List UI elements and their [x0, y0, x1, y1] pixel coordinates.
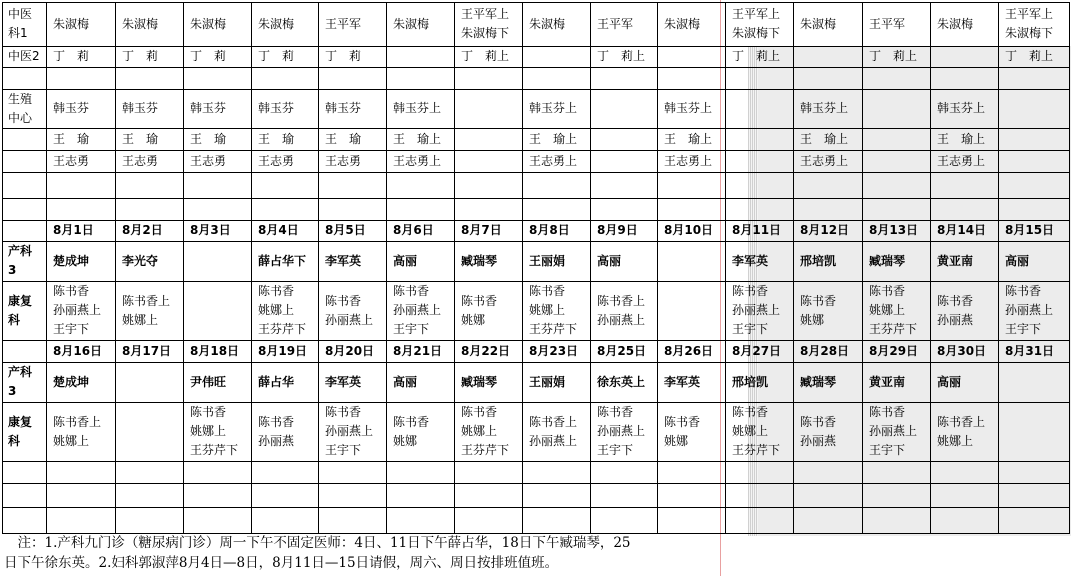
chanke-cell: 徐东英上: [597, 374, 646, 389]
kangfu-cell: [937, 413, 985, 451]
kangfu-cell: [393, 413, 429, 451]
kangfu-cell-line: 姚娜上: [937, 433, 974, 448]
date-cell: 8月12日: [800, 223, 850, 237]
label-kangfu-2-line: 康复: [8, 414, 33, 429]
kangfu-cell: [664, 413, 700, 451]
kangfu-cell-line: 姚娜: [461, 312, 486, 327]
shengzhi-cell: 王志勇: [122, 153, 159, 168]
grid-row-line: [2, 362, 1069, 363]
date-cell: 8月7日: [461, 223, 502, 237]
kangfu-cell-line: 孙丽燕上: [869, 424, 918, 438]
grid-col-line: [590, 2, 591, 534]
date-cell: 8月15日: [1005, 223, 1055, 237]
shengzhi-cell: 王志勇: [258, 153, 295, 168]
kangfu-cell-line: 陈书香上: [53, 414, 102, 429]
shengzhi-cell: 王志勇上: [664, 153, 713, 168]
kangfu-cell: [529, 413, 577, 451]
kangfu-cell-line: 王芬芹下: [732, 443, 781, 457]
kangfu-cell-line: 孙丽燕上: [597, 424, 646, 438]
zhongyi1-cell-line: 朱淑梅下: [461, 26, 510, 40]
grid-col-line: [725, 2, 726, 534]
label-chanke-2-line: 3: [8, 384, 17, 398]
date-cell: 8月26日: [664, 343, 714, 358]
kangfu-cell-line: 孙丽燕上: [53, 303, 102, 317]
zhongyi1-cell: [869, 15, 905, 34]
date-cell: 8月29日: [869, 343, 919, 358]
zhongyi2-cell: 丁 莉: [325, 49, 362, 63]
zhongyi1-cell-line: 王平军: [325, 16, 362, 31]
chanke-cell: 李光夺: [122, 253, 159, 268]
kangfu-cell-line: 姚娜: [393, 433, 418, 448]
chanke-cell: 李军英: [664, 374, 701, 389]
date-cell: 8月2日: [122, 223, 163, 237]
zhongyi1-cell-line: 朱淑梅: [393, 16, 430, 31]
kangfu-cell: [869, 282, 917, 339]
grid-col-line: [522, 2, 523, 534]
zhongyi2-cell: 丁 莉: [258, 49, 295, 63]
shengzhi-cell: 韩玉芬: [53, 101, 90, 115]
chanke-cell: 黄亚南: [869, 374, 906, 389]
kangfu-cell: [1005, 282, 1053, 339]
shengzhi-cell: 韩玉芬: [258, 101, 295, 115]
kangfu-cell: [53, 413, 101, 451]
zhongyi1-cell: [122, 15, 158, 34]
grid-col-line: [657, 2, 658, 534]
date-cell: 8月19日: [258, 343, 308, 358]
chanke-cell: 黄亚南: [937, 253, 974, 268]
kangfu-cell-line: 王芬芹下: [190, 443, 239, 457]
kangfu-cell: [461, 292, 497, 330]
zhongyi1-cell-line: 朱淑梅: [529, 16, 566, 31]
kangfu-cell-line: 陈书香: [869, 284, 906, 298]
zhongyi1-cell: [1005, 5, 1053, 43]
kangfu-cell: [190, 403, 238, 460]
shengzhi-cell: 王志勇上: [800, 153, 849, 168]
kangfu-cell-line: 陈书香上: [122, 293, 171, 308]
chanke-cell: 李军英: [732, 253, 769, 268]
date-cell: 8月28日: [800, 343, 850, 358]
kangfu-cell-line: 陈书香: [732, 284, 769, 298]
date-cell: 8月17日: [122, 343, 172, 358]
shengzhi-cell: 王志勇上: [393, 153, 442, 168]
shengzhi-cell: 王志勇: [325, 153, 362, 168]
kangfu-cell-line: 陈书香: [258, 414, 295, 429]
zhongyi1-cell-line: 朱淑梅: [664, 16, 701, 31]
shengzhi-cell: 王 瑜: [190, 131, 227, 146]
kangfu-cell-line: 陈书香: [800, 293, 837, 308]
chanke-cell: 尹伟旺: [190, 374, 227, 389]
kangfu-cell: [732, 403, 780, 460]
kangfu-cell-line: 陈书香: [937, 293, 974, 308]
zhongyi2-cell: 丁 莉上: [1005, 49, 1054, 63]
label-chanke-2: [8, 363, 32, 401]
date-cell: 8月27日: [732, 343, 782, 358]
shengzhi-cell: 韩玉芬上: [529, 101, 578, 115]
kangfu-cell-line: 陈书香: [732, 405, 769, 419]
grid-row-line: [2, 198, 1069, 199]
kangfu-cell-line: 姚娜: [800, 312, 825, 327]
label-kangfu-1-line: 科: [8, 312, 21, 327]
chanke-cell: 李军英: [325, 374, 362, 389]
label-chanke-1-line: 3: [8, 263, 17, 277]
kangfu-cell: [597, 403, 645, 460]
label-kangfu-1: [8, 292, 32, 330]
zhongyi1-cell: [258, 15, 294, 34]
chanke-cell: 臧瑞琴: [869, 253, 906, 268]
date-cell: 8月10日: [664, 223, 714, 237]
label-shengzhi-line: 中心: [8, 110, 33, 125]
shengzhi-cell: 王 瑜上: [393, 131, 442, 146]
zhongyi1-cell: [393, 15, 429, 34]
grid-col-line: [115, 2, 116, 534]
zhongyi1-cell: [597, 15, 633, 34]
kangfu-cell-line: 陈书香: [869, 405, 906, 419]
kangfu-cell: [597, 292, 645, 330]
shengzhi-cell: 韩玉芬: [190, 101, 227, 115]
grid-row-line: [2, 67, 1069, 68]
kangfu-cell-line: 陈书香: [529, 284, 566, 298]
grid-col-line: [251, 2, 252, 534]
kangfu-cell-line: 陈书香: [461, 293, 498, 308]
chanke-cell: 王丽娟: [529, 374, 566, 389]
zhongyi1-cell-line: 王平军: [597, 16, 634, 31]
kangfu-cell: [258, 282, 306, 339]
kangfu-cell: [325, 292, 373, 330]
grid-row-line: [2, 461, 1069, 462]
shengzhi-cell: 王志勇: [190, 153, 227, 168]
grid-row-line: [2, 2, 1069, 3]
grid-col-line: [386, 2, 387, 534]
kangfu-cell-line: 陈书香: [1005, 284, 1042, 298]
grid-col-line: [2, 2, 3, 534]
kangfu-cell-line: 陈书香上: [937, 414, 986, 429]
zhongyi1-cell-line: 朱淑梅: [800, 16, 837, 31]
date-cell: 8月1日: [53, 223, 94, 237]
kangfu-cell-line: 陈书香: [664, 414, 701, 429]
grid-col-line: [793, 2, 794, 534]
kangfu-cell-line: 王宇下: [732, 322, 769, 336]
shengzhi-cell: 王 瑜: [53, 131, 90, 146]
chanke-cell: 高丽: [1005, 253, 1030, 268]
kangfu-cell-line: 陈书香上: [597, 293, 646, 308]
label-chanke-1-line: 产科: [8, 244, 33, 258]
kangfu-cell-line: 陈书香: [393, 284, 430, 298]
kangfu-cell: [869, 403, 917, 460]
kangfu-cell-line: 陈书香: [258, 284, 295, 298]
kangfu-cell-line: 王宇下: [869, 443, 906, 457]
grid-col-line: [930, 2, 931, 534]
kangfu-cell-line: 王芬芹下: [529, 322, 578, 336]
zhongyi1-cell-line: 朱淑梅: [190, 16, 227, 31]
zhongyi1-cell-line: 王平军上: [461, 7, 510, 21]
zhongyi1-cell-line: 朱淑梅: [122, 16, 159, 31]
chanke-cell: 王丽娟: [529, 253, 566, 268]
kangfu-cell-line: 孙丽燕上: [597, 312, 646, 327]
kangfu-cell-line: 陈书香: [393, 414, 430, 429]
kangfu-cell-line: 姚娜上: [732, 424, 769, 438]
zhongyi2-cell: 丁 莉: [122, 49, 159, 63]
shengzhi-cell: 韩玉芬上: [937, 101, 986, 115]
shengzhi-cell: 韩玉芬: [325, 101, 362, 115]
label-zhongyi1: [8, 5, 32, 43]
footnote-line-2: 日下午徐东英。2.妇科郭淑萍8月4日—8日，8月11日—15日请假，周六、周日按排班值班。: [4, 555, 559, 571]
kangfu-cell-line: 姚娜上: [258, 303, 295, 317]
kangfu-cell: [800, 292, 836, 330]
zhongyi2-cell: 丁 莉上: [597, 49, 646, 63]
kangfu-cell: [393, 282, 441, 339]
date-cell: 8月6日: [393, 223, 434, 237]
date-cell: 8月21日: [393, 343, 443, 358]
zhongyi1-cell: [800, 15, 836, 34]
zhongyi1-cell-line: 朱淑梅下: [732, 26, 781, 40]
grid-col-line: [998, 2, 999, 534]
date-cell: 8月18日: [190, 343, 240, 358]
chanke-cell: 薛占华: [258, 374, 295, 389]
kangfu-cell-line: 王宇下: [393, 322, 430, 336]
kangfu-cell-line: 孙丽燕上: [325, 312, 374, 327]
chanke-cell: 薛占华下: [258, 253, 307, 268]
kangfu-cell-line: 陈书香: [597, 405, 634, 419]
grid-row-line: [2, 89, 1069, 90]
shengzhi-cell: 韩玉芬上: [393, 101, 442, 115]
shengzhi-cell: 韩玉芬上: [800, 101, 849, 115]
date-cell: 8月9日: [597, 223, 638, 237]
kangfu-cell-line: 王芬芹下: [258, 322, 307, 336]
zhongyi2-cell: 丁 莉: [190, 49, 227, 63]
zhongyi2-cell: 丁 莉上: [869, 49, 918, 63]
chanke-cell: 高丽: [393, 374, 418, 389]
date-cell: 8月20日: [325, 343, 375, 358]
label-kangfu-2: [8, 413, 32, 451]
zhongyi1-cell: [664, 15, 700, 34]
grid-col-line: [862, 2, 863, 534]
chanke-cell: 邢培凯: [732, 374, 769, 389]
kangfu-cell-line: 王芬芹下: [461, 443, 510, 457]
zhongyi1-cell-line: 王平军上: [1005, 7, 1054, 21]
kangfu-cell-line: 孙丽燕: [258, 433, 295, 448]
shengzhi-cell: 韩玉芬: [122, 101, 159, 115]
kangfu-cell-line: 孙丽燕上: [325, 424, 374, 438]
grid-col-line: [318, 2, 319, 534]
zhongyi1-cell-line: 朱淑梅下: [1005, 26, 1054, 40]
zhongyi1-cell: [937, 15, 973, 34]
zhongyi2-cell: 丁 莉上: [732, 49, 781, 63]
label-kangfu-1-line: 康复: [8, 293, 33, 308]
kangfu-cell: [529, 282, 577, 339]
shengzhi-cell: 王 瑜: [258, 131, 295, 146]
zhongyi1-cell-line: 朱淑梅: [53, 16, 90, 31]
kangfu-cell-line: 孙丽燕上: [732, 303, 781, 317]
kangfu-cell: [325, 403, 373, 460]
label-chanke-2-line: 产科: [8, 365, 33, 379]
kangfu-cell-line: 孙丽燕上: [529, 433, 578, 448]
chanke-cell: 高丽: [393, 253, 418, 268]
kangfu-cell-line: 姚娜上: [529, 303, 566, 317]
label-shengzhi: [8, 90, 32, 128]
kangfu-cell: [122, 292, 170, 330]
grid-col-line: [46, 2, 47, 534]
chanke-cell: 臧瑞琴: [800, 374, 837, 389]
date-cell: 8月22日: [461, 343, 511, 358]
chanke-cell: 高丽: [597, 253, 622, 268]
kangfu-cell-line: 孙丽燕: [937, 312, 974, 327]
kangfu-cell-line: 孙丽燕上: [393, 303, 442, 317]
kangfu-cell-line: 王宇下: [53, 322, 90, 336]
footnote-line-1: 注：1.产科九门诊（糖尿病门诊）周一下午不固定医师：4日、11日下午薛占华，18日下午臧瑞琴，25: [4, 535, 631, 551]
kangfu-cell-line: 姚娜上: [122, 312, 159, 327]
label-chanke-1: [8, 242, 32, 280]
kangfu-cell-line: 姚娜上: [190, 424, 227, 438]
zhongyi1-cell-line: 王平军上: [732, 7, 781, 21]
shengzhi-cell: 王 瑜上: [664, 131, 713, 146]
kangfu-cell-line: 陈书香: [461, 405, 498, 419]
date-cell: 8月30日: [937, 343, 987, 358]
shengzhi-cell: 王志勇上: [529, 153, 578, 168]
kangfu-cell-line: 陈书香: [53, 284, 90, 298]
shengzhi-cell: 王 瑜上: [529, 131, 578, 146]
kangfu-cell-line: 姚娜上: [53, 433, 90, 448]
footnote: [4, 533, 744, 573]
chanke-cell: 楚成坤: [53, 374, 90, 389]
date-cell: 8月5日: [325, 223, 366, 237]
kangfu-cell: [937, 292, 973, 330]
kangfu-cell-line: 姚娜上: [461, 424, 498, 438]
kangfu-cell-line: 陈书香: [325, 293, 362, 308]
date-cell: 8月4日: [258, 223, 299, 237]
zhongyi1-cell-line: 朱淑梅: [258, 16, 295, 31]
label-shengzhi-line: 生殖: [8, 91, 33, 106]
grid-col-line: [1069, 2, 1070, 534]
kangfu-cell-line: 孙丽燕: [800, 433, 837, 448]
shengzhi-cell: 王志勇: [53, 153, 90, 168]
date-cell: 8月13日: [869, 223, 919, 237]
shengzhi-cell: 王 瑜: [122, 131, 159, 146]
label-zhongyi1-line: 科1: [8, 26, 28, 40]
zhongyi1-cell: [190, 15, 226, 34]
kangfu-cell-line: 姚娜: [664, 433, 689, 448]
kangfu-cell: [53, 282, 101, 339]
zhongyi1-cell: [53, 15, 89, 34]
date-cell: 8月25日: [597, 343, 647, 358]
zhongyi1-cell: [325, 15, 361, 34]
date-cell: 8月8日: [529, 223, 570, 237]
chanke-cell: 臧瑞琴: [461, 374, 498, 389]
zhongyi1-cell-line: 朱淑梅: [937, 16, 974, 31]
chanke-cell: 臧瑞琴: [461, 253, 498, 268]
kangfu-cell: [461, 403, 509, 460]
label-zhongyi2: [8, 47, 40, 66]
shengzhi-cell: 王志勇上: [937, 153, 986, 168]
kangfu-cell-line: 姚娜上: [869, 303, 906, 317]
grid-col-line: [454, 2, 455, 534]
kangfu-cell-line: 陈书香上: [529, 414, 578, 429]
kangfu-cell-line: 陈书香: [800, 414, 837, 429]
grid-row-line: [2, 241, 1069, 242]
kangfu-cell-line: 王宇下: [597, 443, 634, 457]
zhongyi2-cell: 丁 莉上: [461, 49, 510, 63]
chanke-cell: 邢培凯: [800, 253, 837, 268]
date-cell: 8月31日: [1005, 343, 1055, 358]
shengzhi-cell: 王 瑜: [325, 131, 362, 146]
kangfu-cell-line: 孙丽燕上: [1005, 303, 1054, 317]
zhongyi1-cell: [732, 5, 780, 43]
kangfu-cell-line: 王宇下: [1005, 322, 1042, 336]
date-cell: 8月23日: [529, 343, 579, 358]
grid-col-line: [183, 2, 184, 534]
zhongyi2-cell: 丁 莉: [53, 49, 90, 63]
label-zhongyi2-line: 中医2: [8, 49, 40, 63]
grid-row-line: [2, 507, 1069, 508]
grid-row-line: [2, 483, 1069, 484]
shengzhi-cell: 王 瑜上: [800, 131, 849, 146]
label-kangfu-2-line: 科: [8, 433, 21, 448]
kangfu-cell-line: 王芬芹下: [869, 322, 918, 336]
date-cell: 8月3日: [190, 223, 231, 237]
zhongyi1-cell-line: 王平军: [869, 16, 906, 31]
shengzhi-cell: 王 瑜上: [937, 131, 986, 146]
date-cell: 8月16日: [53, 343, 103, 358]
chanke-cell: 高丽: [937, 374, 962, 389]
zhongyi1-cell: [529, 15, 565, 34]
chanke-cell: 李军英: [325, 253, 362, 268]
kangfu-cell-line: 陈书香: [325, 405, 362, 419]
shengzhi-cell: 韩玉芬上: [664, 101, 713, 115]
label-zhongyi1-line: 中医: [8, 7, 33, 21]
grid-row-line: [2, 172, 1069, 173]
page-break-line: [720, 0, 721, 576]
kangfu-cell-line: 王宇下: [325, 443, 362, 457]
zhongyi1-cell: [461, 5, 509, 43]
kangfu-cell: [800, 413, 836, 451]
kangfu-cell-line: 陈书香: [190, 405, 227, 419]
date-cell: 8月11日: [732, 223, 782, 237]
kangfu-cell: [732, 282, 780, 339]
date-cell: 8月14日: [937, 223, 987, 237]
chanke-cell: 楚成坤: [53, 253, 90, 268]
kangfu-cell: [258, 413, 294, 451]
